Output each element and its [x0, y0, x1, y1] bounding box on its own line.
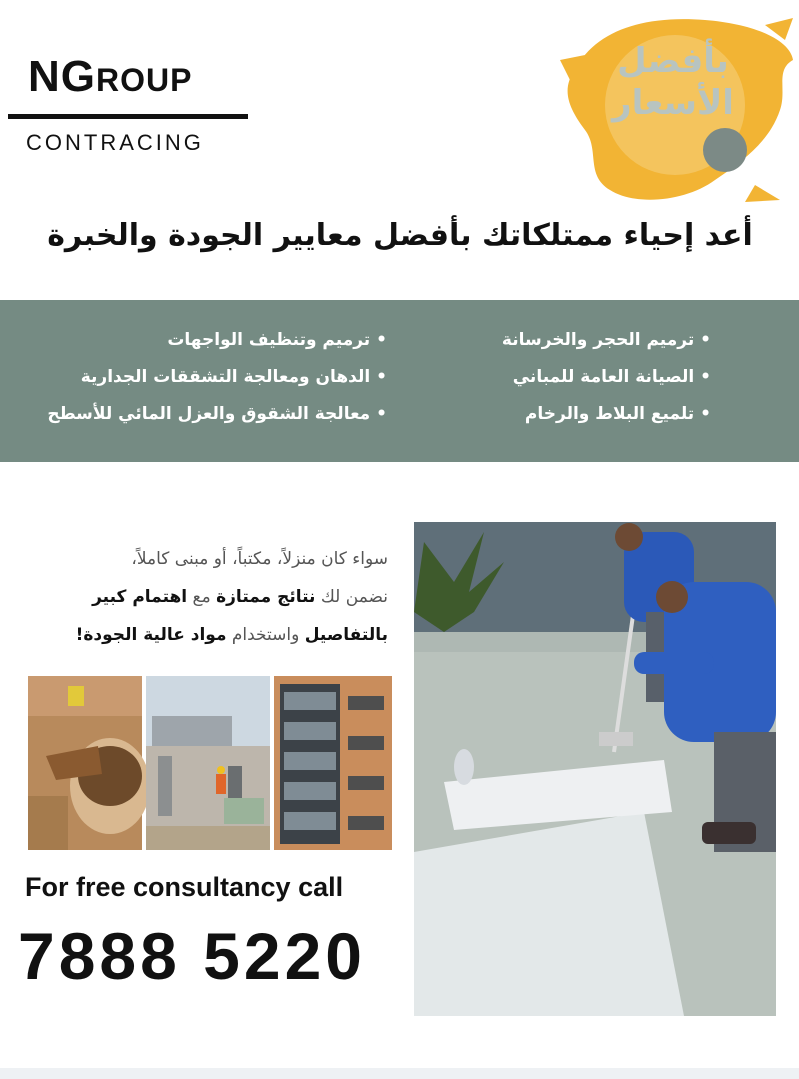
consultancy-call-text: For free consultancy call: [25, 872, 344, 902]
bottom-bar: [0, 1068, 799, 1079]
service-item: • تلميع البلاط والرخام: [502, 396, 711, 433]
service-item: • ترميم وتنظيف الواجهات: [47, 322, 387, 359]
description-paragraph: [20, 540, 388, 654]
text-run-bold: نتائج ممتازة: [216, 587, 316, 607]
phone-number[interactable]: 7888 5220: [18, 919, 366, 993]
text-run: واستخدام: [226, 625, 305, 645]
apartment-building-photo: [274, 676, 392, 850]
construction-photo-strip: [28, 676, 392, 850]
description-line-3: [20, 616, 388, 654]
services-panel: [0, 300, 799, 462]
logo-main-rest: ROUP: [96, 62, 193, 98]
page-headline: أعد إحياء ممتلكاتك بأفضل معايير الجودة والخبرة: [47, 218, 753, 253]
logo-subtitle: CONTRACING: [26, 130, 204, 155]
service-item: • ترميم الحجر والخرسانة: [502, 322, 711, 359]
text-run-bold: بالتفاصيل: [304, 625, 388, 645]
roof-waterproofing-photo: [414, 522, 776, 1016]
service-item: • معالجة الشقوق والعزل المائي للأسطح: [47, 396, 387, 433]
service-item: • الدهان ومعالجة التشققات الجدارية: [47, 359, 387, 396]
text-run: نضمن لك: [315, 587, 388, 607]
description-line-2: [20, 578, 388, 616]
cement-mixing-photo: [28, 676, 150, 850]
description-line-1: سواء كان منزلاً، مكتباً، أو مبنى كاملاً،: [131, 549, 388, 569]
logo-main-initial: NG: [28, 52, 96, 101]
badge-line-1: بأفضل: [617, 41, 729, 81]
text-run-bold: اهتمام كبير: [92, 587, 188, 607]
logo-divider: [8, 114, 248, 119]
service-item: • الصيانة العامة للمباني: [502, 359, 711, 396]
company-logo: [8, 52, 248, 155]
services-column-left: [47, 322, 387, 433]
text-run: مع: [187, 587, 217, 607]
building-construction-photo: [146, 676, 270, 850]
badge-text: [598, 40, 748, 124]
services-column-right: [502, 322, 711, 433]
text-run-bold: مواد عالية الجودة!: [75, 625, 227, 645]
badge-line-2: الأسعار: [612, 83, 734, 123]
